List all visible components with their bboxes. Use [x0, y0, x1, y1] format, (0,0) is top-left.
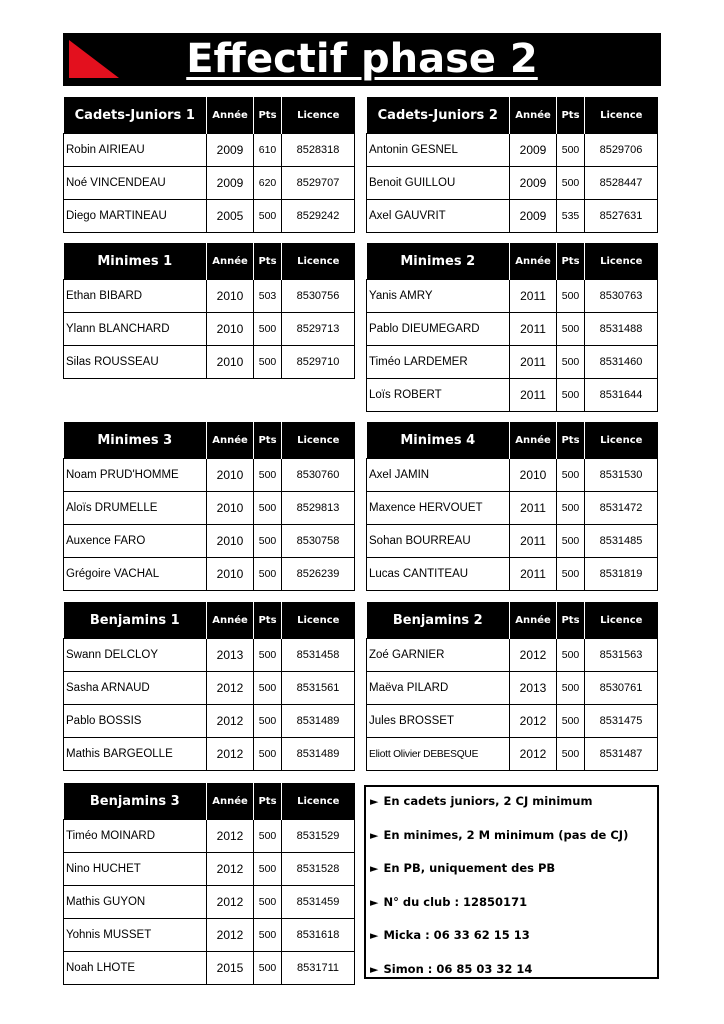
rule-note [370, 927, 657, 961]
player-row [367, 200, 658, 233]
column-header: Licence [585, 602, 658, 639]
player-points: 500 [557, 313, 585, 346]
player-name: Axel JAMIN [367, 459, 510, 492]
player-points: 500 [557, 525, 585, 558]
player-year: 2010 [207, 525, 254, 558]
player-year: 2010 [510, 459, 557, 492]
team-header [64, 243, 355, 280]
player-licence: 8531644 [585, 379, 658, 412]
player-row [64, 672, 355, 705]
player-points: 500 [557, 134, 585, 167]
player-year: 2011 [510, 525, 557, 558]
player-year: 2009 [510, 167, 557, 200]
player-points: 610 [254, 134, 282, 167]
player-licence: 8529713 [282, 313, 355, 346]
column-header: Licence [282, 243, 355, 280]
player-name: Timéo LARDEMER [367, 346, 510, 379]
player-name: Mathis GUYON [64, 886, 207, 919]
player-row [64, 558, 355, 591]
team-header [64, 602, 355, 639]
player-licence: 8531489 [282, 705, 355, 738]
team-table-m1 [63, 243, 355, 379]
player-points: 500 [557, 167, 585, 200]
player-name: Noah LHOTE [64, 952, 207, 985]
player-year: 2011 [510, 313, 557, 346]
column-header: Licence [585, 97, 658, 134]
player-year: 2011 [510, 492, 557, 525]
column-header: Année [207, 97, 254, 134]
player-name: Noé VINCENDEAU [64, 167, 207, 200]
player-points: 500 [557, 280, 585, 313]
team-header [64, 422, 355, 459]
column-header: Pts [557, 602, 585, 639]
column-header: Année [510, 422, 557, 459]
player-licence: 8527631 [585, 200, 658, 233]
player-points: 500 [557, 346, 585, 379]
column-header: Licence [282, 783, 355, 820]
player-row [367, 280, 658, 313]
team-table-b3 [63, 783, 355, 985]
player-name: Lucas CANTITEAU [367, 558, 510, 591]
player-licence: 8528318 [282, 134, 355, 167]
player-licence: 8530760 [282, 459, 355, 492]
player-row [367, 346, 658, 379]
right-pointer-icon: ► [370, 929, 379, 942]
player-row [367, 738, 658, 771]
player-name: Auxence FARO [64, 525, 207, 558]
player-points: 500 [557, 738, 585, 771]
player-year: 2012 [510, 738, 557, 771]
player-name: Ethan BIBARD [64, 280, 207, 313]
player-points: 500 [557, 492, 585, 525]
player-points: 500 [254, 525, 282, 558]
player-licence: 8531488 [585, 313, 658, 346]
player-row [64, 853, 355, 886]
player-row [367, 134, 658, 167]
team-name: Minimes 4 [367, 422, 510, 459]
player-row [64, 134, 355, 167]
player-year: 2013 [510, 672, 557, 705]
player-row [367, 639, 658, 672]
player-year: 2011 [510, 379, 557, 412]
player-row [64, 639, 355, 672]
player-name: Timéo MOINARD [64, 820, 207, 853]
player-name: Mathis BARGEOLLE [64, 738, 207, 771]
player-points: 500 [254, 919, 282, 952]
player-licence: 8531529 [282, 820, 355, 853]
player-year: 2010 [207, 346, 254, 379]
player-licence: 8531458 [282, 639, 355, 672]
rule-text: Micka : 06 33 62 15 13 [383, 928, 530, 942]
player-points: 500 [254, 738, 282, 771]
player-licence: 8530756 [282, 280, 355, 313]
player-row [64, 313, 355, 346]
right-pointer-icon: ► [370, 795, 379, 808]
team-table-m3 [63, 422, 355, 591]
player-name: Yohnis MUSSET [64, 919, 207, 952]
player-year: 2012 [207, 672, 254, 705]
player-name: Jules BROSSET [367, 705, 510, 738]
player-licence: 8531485 [585, 525, 658, 558]
player-year: 2012 [207, 820, 254, 853]
player-year: 2010 [207, 558, 254, 591]
player-licence: 8530763 [585, 280, 658, 313]
rule-text: En cadets juniors, 2 CJ minimum [383, 794, 593, 808]
player-row [367, 558, 658, 591]
player-row [64, 492, 355, 525]
player-licence: 8531487 [585, 738, 658, 771]
player-licence: 8531563 [585, 639, 658, 672]
column-header: Pts [557, 422, 585, 459]
player-name: Axel GAUVRIT [367, 200, 510, 233]
column-header: Pts [557, 243, 585, 280]
player-year: 2009 [510, 134, 557, 167]
team-table-cj1 [63, 97, 355, 233]
player-licence: 8529710 [282, 346, 355, 379]
player-row [367, 525, 658, 558]
player-year: 2010 [207, 313, 254, 346]
rule-note [370, 894, 657, 928]
column-header: Année [207, 422, 254, 459]
rule-note [370, 860, 657, 894]
player-points: 500 [254, 886, 282, 919]
player-row [64, 459, 355, 492]
player-points: 500 [254, 952, 282, 985]
player-year: 2009 [207, 167, 254, 200]
column-header: Pts [254, 422, 282, 459]
player-row [64, 280, 355, 313]
column-header: Année [510, 97, 557, 134]
player-row [64, 200, 355, 233]
right-pointer-icon: ► [370, 862, 379, 875]
player-licence: 8531489 [282, 738, 355, 771]
player-row [367, 459, 658, 492]
player-row [367, 492, 658, 525]
player-row [367, 672, 658, 705]
team-header [64, 783, 355, 820]
team-table-cj2 [366, 97, 658, 233]
player-year: 2012 [207, 738, 254, 771]
rule-note [370, 793, 657, 827]
column-header: Année [510, 602, 557, 639]
player-licence: 8531819 [585, 558, 658, 591]
team-header [367, 602, 658, 639]
team-name: Cadets-Juniors 2 [367, 97, 510, 134]
player-name: Benoit GUILLOU [367, 167, 510, 200]
player-name: Maëva PILARD [367, 672, 510, 705]
player-licence: 8531561 [282, 672, 355, 705]
player-points: 500 [557, 705, 585, 738]
player-points: 500 [254, 346, 282, 379]
player-points: 503 [254, 280, 282, 313]
player-points: 500 [254, 639, 282, 672]
player-year: 2010 [207, 459, 254, 492]
player-name: Antonin GESNEL [367, 134, 510, 167]
player-name: Sasha ARNAUD [64, 672, 207, 705]
player-name: Swann DELCLOY [64, 639, 207, 672]
column-header: Année [207, 783, 254, 820]
team-header [64, 97, 355, 134]
player-name: Loïs ROBERT [367, 379, 510, 412]
player-year: 2012 [510, 639, 557, 672]
player-licence: 8529242 [282, 200, 355, 233]
team-name: Benjamins 2 [367, 602, 510, 639]
player-licence: 8528447 [585, 167, 658, 200]
page-title: Effectif phase 2 [186, 36, 538, 82]
player-row [367, 167, 658, 200]
right-pointer-icon: ► [370, 962, 379, 976]
player-points: 500 [254, 313, 282, 346]
player-row [64, 705, 355, 738]
player-name: Ylann BLANCHARD [64, 313, 207, 346]
column-header: Pts [254, 243, 282, 280]
column-header: Licence [585, 243, 658, 280]
team-table-b1 [63, 602, 355, 771]
player-licence: 8531528 [282, 853, 355, 886]
column-header: Licence [282, 422, 355, 459]
column-header: Pts [557, 97, 585, 134]
player-points: 535 [557, 200, 585, 233]
column-header: Année [510, 243, 557, 280]
player-name: Pablo BOSSIS [64, 705, 207, 738]
player-year: 2012 [510, 705, 557, 738]
column-header: Pts [254, 602, 282, 639]
player-year: 2013 [207, 639, 254, 672]
player-name: Noam PRUD'HOMME [64, 459, 207, 492]
team-name: Minimes 1 [64, 243, 207, 280]
player-year: 2012 [207, 919, 254, 952]
player-licence: 8529707 [282, 167, 355, 200]
column-header: Licence [282, 97, 355, 134]
player-points: 500 [254, 705, 282, 738]
player-year: 2010 [207, 492, 254, 525]
player-name: Silas ROUSSEAU [64, 346, 207, 379]
team-name: Minimes 3 [64, 422, 207, 459]
column-header: Pts [254, 783, 282, 820]
player-name: Yanis AMRY [367, 280, 510, 313]
column-header: Année [207, 602, 254, 639]
player-points: 620 [254, 167, 282, 200]
player-points: 500 [254, 820, 282, 853]
team-name: Benjamins 3 [64, 783, 207, 820]
player-row [64, 738, 355, 771]
player-points: 500 [254, 558, 282, 591]
player-row [64, 525, 355, 558]
rule-text: En PB, uniquement des PB [383, 861, 556, 875]
player-licence: 8531530 [585, 459, 658, 492]
player-row [64, 952, 355, 985]
player-licence: 8530758 [282, 525, 355, 558]
team-table-m4 [366, 422, 658, 591]
player-licence: 8531459 [282, 886, 355, 919]
rule-note [370, 827, 657, 861]
right-pointer-icon: ► [370, 828, 379, 842]
player-row [367, 705, 658, 738]
player-points: 500 [254, 853, 282, 886]
team-header [367, 97, 658, 134]
player-name: Sohan BOURREAU [367, 525, 510, 558]
team-header [367, 422, 658, 459]
player-points: 500 [254, 459, 282, 492]
player-row [64, 820, 355, 853]
team-name: Minimes 2 [367, 243, 510, 280]
player-points: 500 [254, 672, 282, 705]
player-points: 500 [557, 558, 585, 591]
player-year: 2011 [510, 346, 557, 379]
team-name: Benjamins 1 [64, 602, 207, 639]
rules-box [364, 785, 659, 979]
title-banner [63, 33, 661, 86]
column-header: Année [207, 243, 254, 280]
player-row [64, 886, 355, 919]
player-name: Aloïs DRUMELLE [64, 492, 207, 525]
team-header [367, 243, 658, 280]
column-header: Licence [282, 602, 355, 639]
player-licence: 8531472 [585, 492, 658, 525]
player-points: 500 [254, 492, 282, 525]
player-year: 2011 [510, 280, 557, 313]
player-licence: 8531711 [282, 952, 355, 985]
player-row [367, 313, 658, 346]
player-row [64, 167, 355, 200]
player-year: 2012 [207, 705, 254, 738]
player-licence: 8526239 [282, 558, 355, 591]
rule-text: N° du club : 12850171 [383, 894, 528, 909]
player-year: 2011 [510, 558, 557, 591]
rule-text: Simon : 06 85 03 32 14 [383, 961, 533, 976]
player-name: Diego MARTINEAU [64, 200, 207, 233]
player-licence: 8531618 [282, 919, 355, 952]
player-year: 2012 [207, 886, 254, 919]
player-name: Robin AIRIEAU [64, 134, 207, 167]
player-points: 500 [557, 459, 585, 492]
rule-text: En minimes, 2 M minimum (pas de CJ) [383, 827, 629, 842]
player-row [367, 379, 658, 412]
player-name: Maxence HERVOUET [367, 492, 510, 525]
player-points: 500 [557, 672, 585, 705]
right-pointer-icon: ► [370, 895, 379, 909]
column-header: Licence [585, 422, 658, 459]
column-header: Pts [254, 97, 282, 134]
player-licence: 8531460 [585, 346, 658, 379]
player-points: 500 [557, 639, 585, 672]
player-licence: 8530761 [585, 672, 658, 705]
team-table-b2 [366, 602, 658, 771]
player-licence: 8529706 [585, 134, 658, 167]
player-name: Eliott Olivier DEBESQUE [367, 738, 510, 771]
player-year: 2009 [207, 134, 254, 167]
player-year: 2009 [510, 200, 557, 233]
team-name: Cadets-Juniors 1 [64, 97, 207, 134]
player-licence: 8531475 [585, 705, 658, 738]
player-name: Zoé GARNIER [367, 639, 510, 672]
player-name: Pablo DIEUMEGARD [367, 313, 510, 346]
player-name: Grégoire VACHAL [64, 558, 207, 591]
team-table-m2 [366, 243, 658, 412]
player-year: 2015 [207, 952, 254, 985]
player-name: Nino HUCHET [64, 853, 207, 886]
player-row [64, 346, 355, 379]
player-year: 2010 [207, 280, 254, 313]
player-points: 500 [254, 200, 282, 233]
rule-note [370, 961, 657, 995]
player-year: 2012 [207, 853, 254, 886]
player-licence: 8529813 [282, 492, 355, 525]
player-points: 500 [557, 379, 585, 412]
player-row [64, 919, 355, 952]
player-year: 2005 [207, 200, 254, 233]
